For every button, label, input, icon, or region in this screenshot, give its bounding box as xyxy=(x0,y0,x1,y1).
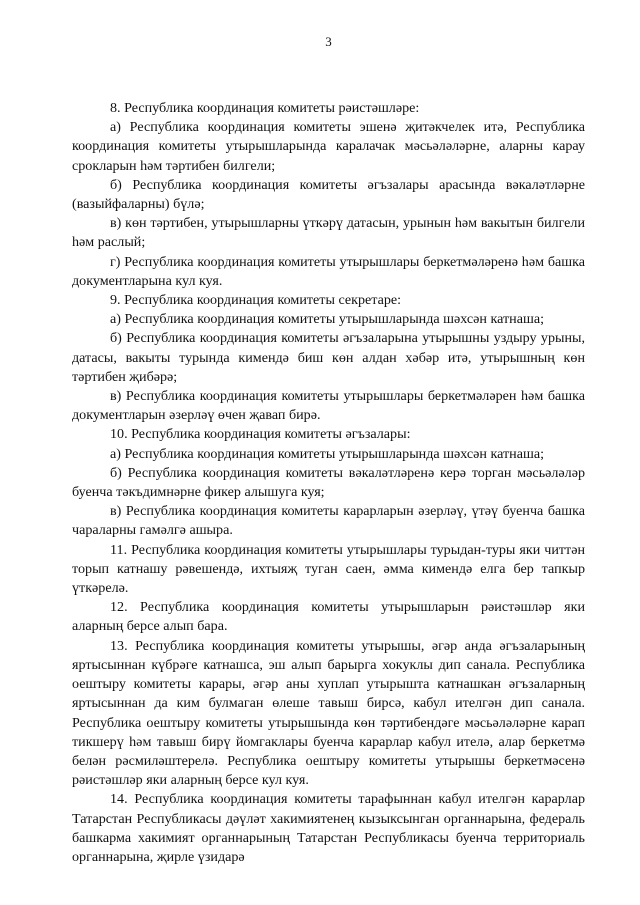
paragraph: а) Республика координация комитеты утырышларында шәхсән катнаша; xyxy=(110,445,544,462)
paragraph: а) Республика координация комитеты утырышларында шәхсән катнаша; xyxy=(110,311,544,328)
paragraph: 11. Республика координация комитеты утырышлары турыдан-туры яки читтән торып катнашу рәвешендә, ихтыяҗ туган саен, әмма кимендә елга бер тапкыр үткәрелә. xyxy=(72,541,585,597)
paragraph: б) Республика координация комитеты әгъзаларына утырышны уздыру урыны, датасы, вакыты турында кимендә биш көн алдан хәбәр итә, утырышның көн тәртибен җибәрә; xyxy=(72,330,585,385)
paragraph: б) Республика координация комитеты әгъзалары арасында вәкаләтләрне (вазыйфаларны) бүлә; xyxy=(72,176,585,213)
paragraph: а) Республика координация комитеты эшенә җитәкчелек итә, Республика координация комитеты утырышларында каралачак мәсьәләләрне, аларны карау срокларын һәм тәртибен билгели; xyxy=(72,119,585,174)
paragraph: в) көн тәртибен, утырышларны үткәрү датасын, урынын һәм вакытын билгели һәм раслый; xyxy=(72,215,585,251)
paragraph: в) Республика координация комитеты карарларын әзерләү, үтәү буенча башка чараларны гамәлгә ашыра. xyxy=(72,503,585,539)
page-number: 3 xyxy=(325,34,332,49)
paragraph: 9. Республика координация комитеты секретаре: xyxy=(110,292,402,309)
document-body xyxy=(72,99,585,867)
paragraph: 10. Республика координация комитеты әгъзалары: xyxy=(110,426,411,443)
paragraph: б) Республика координация комитеты вәкаләтләренә керә торган мәсьәләләр буенча тәкъдимнәрне фикер алышуга куя; xyxy=(72,464,585,501)
paragraph: 8. Республика координация комитеты рәистәшләре: xyxy=(110,100,420,116)
paragraph: в) Республика координация комитеты утырышлары беркетмәләрен һәм башка документларын әзерләү өчен җавап бирә. xyxy=(72,388,585,424)
paragraph: г) Республика координация комитеты утырышлары беркетмәләренә һәм башка документларына кул куя. xyxy=(72,253,585,289)
paragraph: 14. Республика координация комитеты тарафыннан кабул ителгән карарлар Татарстан Республикасы дәүләт хакимиятенең кызыксынган органнарына, федераль башкарма хакимият органнарының Татарстан Республикасы буенча территориаль органнарына, җирле үзидарә xyxy=(72,791,585,865)
paragraph: 12. Республика координация комитеты утырышларын рәистәшләр яки аларның берсе алып бара. xyxy=(72,599,585,635)
paragraph: 13. Республика координация комитеты утырышы, әгәр анда әгъзаларының яртысыннан күбрәге катнашса, эш алып барырга хокуклы дип санала. Республика оештыру комитеты карары, әгәр аны хуплап утырышта катнашкан әгъзаларның яртысыннан да ким булмаган өлеше тавыш бирсә, кабул ителгән дип санала. Республика оештыру комитеты утырышында көн тәртибендәге мәсьәләләрне карап тикшерү һәм тавыш бирү йомгаклары буенча карарлар кабул ителә, алар беркетмә белән рәсмиләштерелә. Республика оештыру комитеты утырышы беркетмәсенә рәистәшләр яки аларның берсе кул куя. xyxy=(72,637,585,789)
